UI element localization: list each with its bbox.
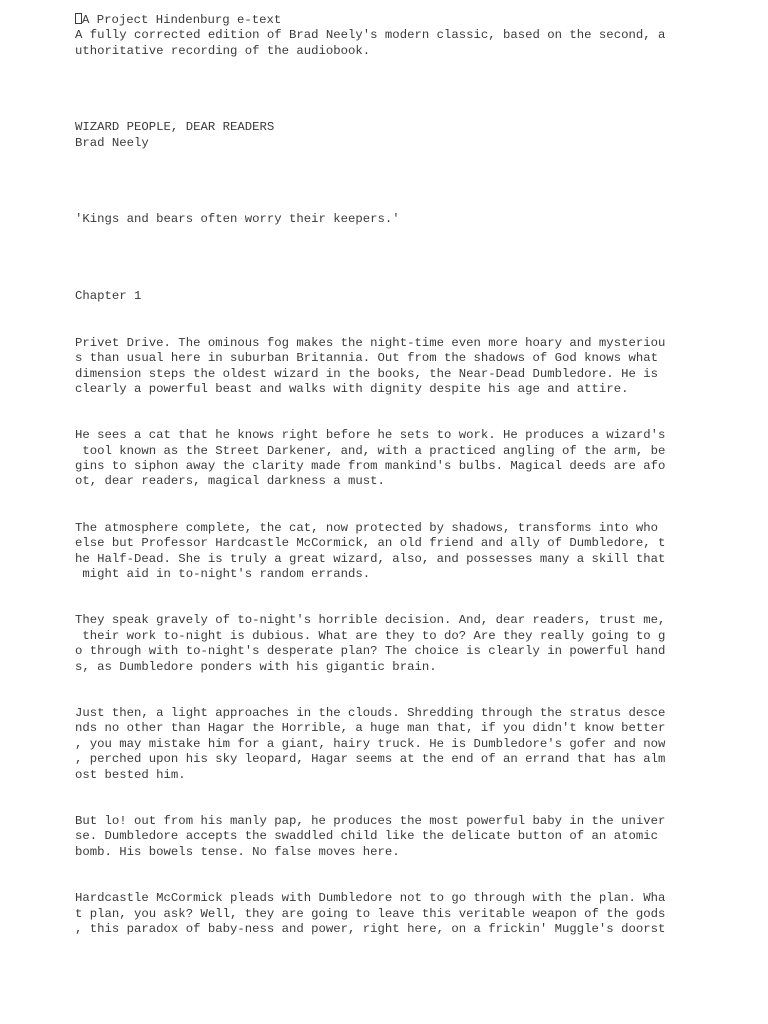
book-author: Brad Neely: [75, 135, 149, 150]
paragraph-1: Privet Drive. The ominous fog makes the night-time even more hoary and mysteriou s than usual here in suburban Britannia. Out from the shadows of God knows what dimension steps the oldest wizard in the books, the Near-Dead Dumbledore. He is clearly a powerful beast and walks with dignity despite his age and attire.: [75, 335, 666, 396]
paragraph-6: But lo! out from his manly pap, he produces the most powerful baby in the univer se. Dumbledore accepts the swaddled child like the delicate button of an atomic bomb. His bowels tense. No false moves here.: [75, 813, 666, 859]
header-line-3: uthoritative recording of the audiobook.: [75, 43, 371, 58]
title-block: [75, 120, 695, 151]
missing-glyph-icon: [75, 13, 82, 24]
chapter-heading: Chapter 1: [75, 289, 142, 304]
book-title: WIZARD PEOPLE, DEAR READERS: [75, 120, 275, 135]
paragraph-5: Just then, a light approaches in the clouds. Shredding through the stratus desce nds no other than Hagar the Horrible, a huge man that, if you didn't know better , you may mistake him for a giant, hairy truck. He is Dumbledore's gofer and now , perched upon his sky leopard, Hagar seems at the end of an errand that has alm ost bested him.: [75, 705, 666, 782]
paragraph-4: They speak gravely of to-night's horrible decision. And, dear readers, trust me, their work to-night is dubious. What are they to do? Are they really going to g o through with to-night's desperate plan? The choice is clearly in powerful hand s, as Dumbledore ponders with his gigantic brain.: [75, 613, 666, 674]
epigraph: 'Kings and bears often worry their keepers.': [75, 211, 400, 226]
header-line-1: A Project Hindenburg e-text: [82, 13, 282, 27]
paragraph-3: The atmosphere complete, the cat, now protected by shadows, transforms into who else but Professor Hardcastle McCormick, an old friend and ally of Dumbledore, t he Half-Dead. She is truly a great wizard, also, and possesses many a skill that might aid in to-night's random errands.: [75, 520, 666, 582]
paragraph-7: Hardcastle McCormick pleads with Dumbledore not to go through with the plan. Wha t plan, you ask? Well, they are going to leave this veritable weapon of the gods , this paradox of baby-ness and power, right here, on a frickin' Muggle's doorst: [75, 891, 666, 936]
header-block: [75, 13, 695, 59]
document-page: [75, 13, 695, 937]
header-line-2: A fully corrected edition of Brad Neely's modern classic, based on the second, a: [75, 28, 666, 43]
paragraph-2: He sees a cat that he knows right before he sets to work. He produces a wizard's tool known as the Street Darkener, and, with a practiced angling of the arm, be gins to siphon away the clarity made from mankind's bulbs. Magical deeds are afo ot, dear readers, magical darkness a must.: [75, 428, 666, 489]
